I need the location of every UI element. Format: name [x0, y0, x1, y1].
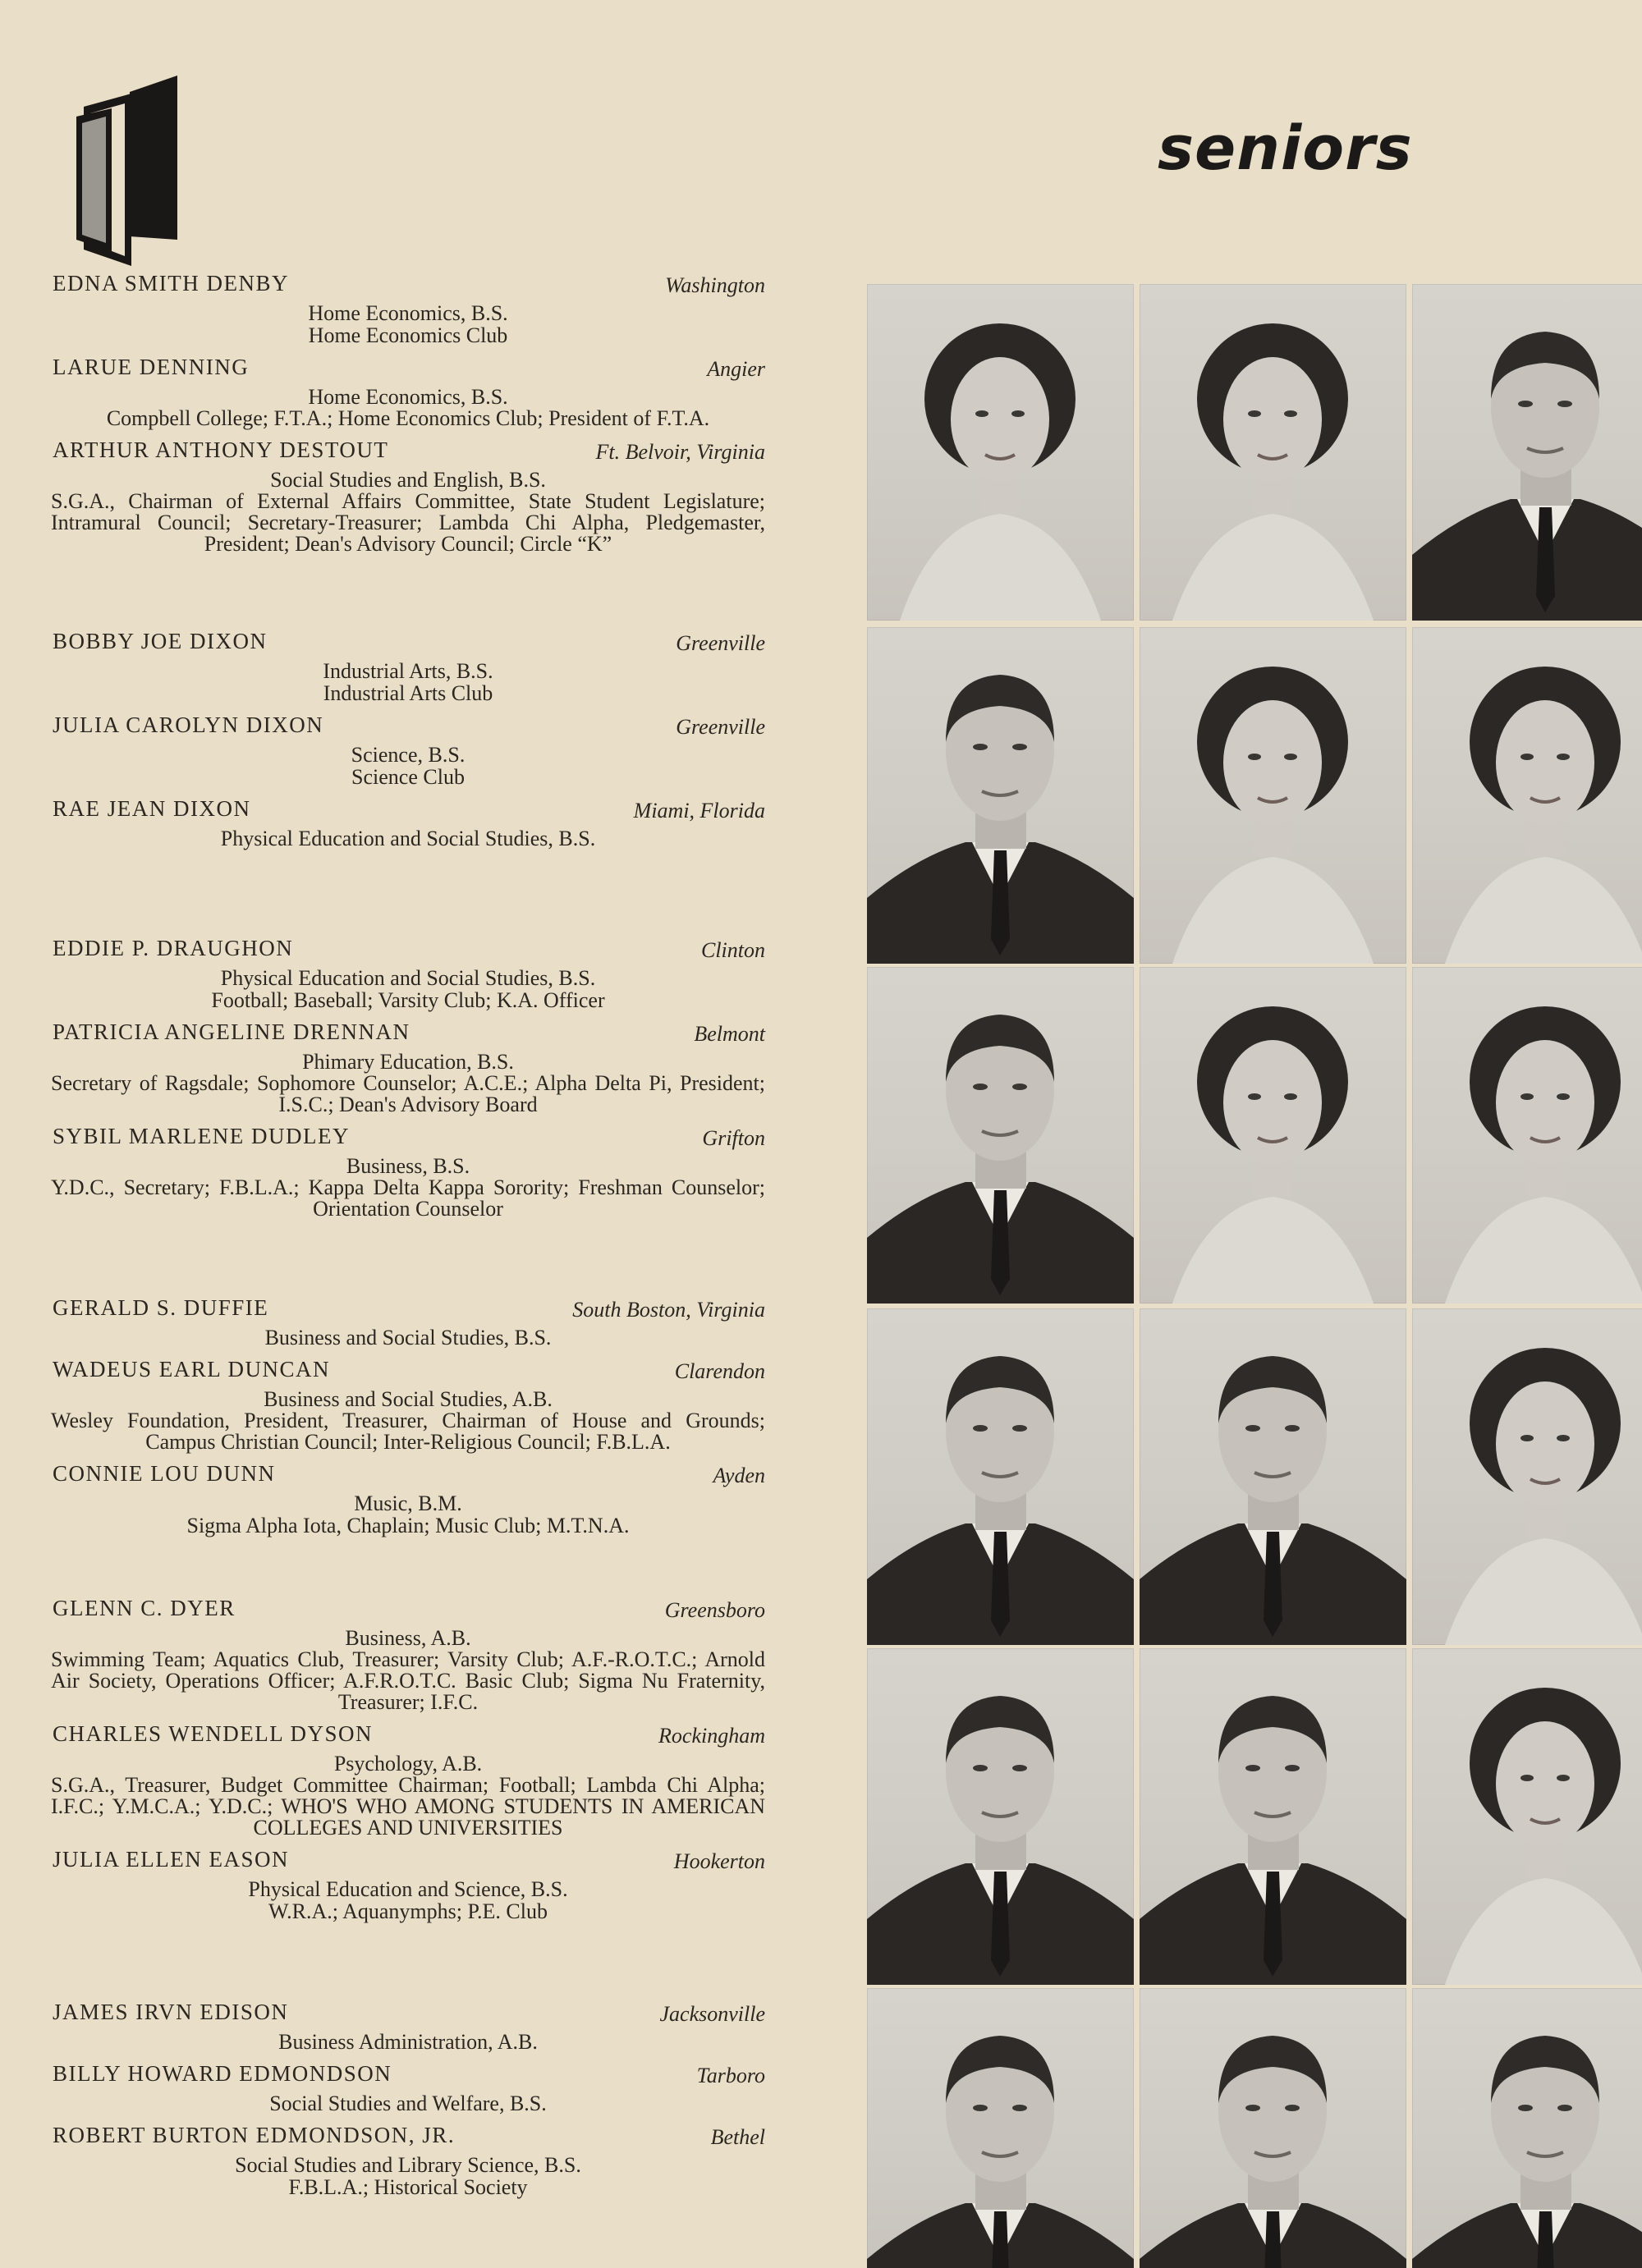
- senior-name: BOBBY JOE DIXON: [53, 629, 268, 653]
- senior-entry: [51, 1596, 765, 1713]
- senior-entry: [51, 438, 765, 555]
- senior-activities: Industrial Arts Club: [323, 681, 493, 705]
- senior-portrait: [1412, 1988, 1642, 2268]
- senior-activities: Home Economics Club: [308, 323, 508, 347]
- senior-entry: [51, 629, 765, 704]
- senior-entry: [51, 1461, 765, 1537]
- senior-name: CHARLES WENDELL DYSON: [53, 1721, 373, 1746]
- senior-degree: Business Administration, A.B.: [278, 2030, 538, 2054]
- senior-name: RAE JEAN DIXON: [53, 796, 251, 821]
- senior-entry: [51, 2061, 765, 2115]
- senior-portrait: [1412, 1648, 1642, 1985]
- senior-entry: [51, 1019, 765, 1116]
- senior-hometown: Grifton: [702, 1126, 765, 1150]
- senior-entry: [51, 1721, 765, 1839]
- senior-hometown: Washington: [665, 273, 765, 297]
- senior-portrait: [1140, 967, 1406, 1304]
- senior-portrait: [867, 627, 1134, 964]
- senior-activities: S.G.A., Treasurer, Budget Committee Chairman; Football; Lambda Chi Alpha; I.F.C.; Y.M.C.A.; Y.D.C.; WHO'S WHO AMONG STUDENTS IN AMERICAN COLLEGES AND UNIVERSITIES: [51, 1773, 765, 1840]
- senior-hometown: Tarboro: [696, 2064, 765, 2087]
- senior-name: EDDIE P. DRAUGHON: [53, 936, 294, 960]
- senior-entry: [51, 796, 765, 850]
- senior-name: SYBIL MARLENE DUDLEY: [53, 1124, 350, 1148]
- senior-portrait: [1412, 627, 1642, 964]
- senior-hometown: Angier: [707, 357, 765, 381]
- senior-hometown: Belmont: [694, 1022, 765, 1046]
- senior-hometown: Hookerton: [673, 1849, 765, 1873]
- senior-hometown: Bethel: [710, 2125, 765, 2149]
- senior-group: [51, 629, 765, 858]
- senior-name: BILLY HOWARD EDMONDSON: [53, 2061, 392, 2086]
- senior-degree: Business, B.S.: [346, 1154, 470, 1178]
- senior-hometown: Greensboro: [664, 1598, 765, 1622]
- senior-group: [51, 2000, 765, 2206]
- senior-activities: Wesley Foundation, President, Treasurer, Chairman of House and Grounds; Campus Christian Council; Inter-Religious Council; F.B.L.A.: [51, 1409, 765, 1454]
- senior-entry: [51, 1357, 765, 1453]
- senior-entry: [51, 2123, 765, 2198]
- senior-activities: W.R.A.; Aquanymphs; P.E. Club: [268, 1899, 548, 1923]
- senior-name: LARUE DENNING: [53, 355, 250, 379]
- senior-hometown: Clarendon: [674, 1359, 765, 1383]
- senior-entry: [51, 712, 765, 788]
- senior-group: [51, 1596, 765, 1931]
- senior-degree: Home Economics, B.S.: [308, 301, 508, 325]
- senior-hometown: Ft. Belvoir, Virginia: [595, 440, 765, 464]
- senior-name: JULIA CAROLYN DIXON: [53, 712, 324, 737]
- senior-name: GLENN C. DYER: [53, 1596, 236, 1620]
- senior-activities: Compbell College; F.T.A.; Home Economics Club; President of F.T.A.: [106, 406, 710, 430]
- senior-hometown: Miami, Florida: [633, 799, 765, 822]
- senior-degree: Business and Social Studies, A.B.: [264, 1387, 553, 1411]
- senior-degree: Psychology, A.B.: [333, 1752, 483, 1775]
- senior-portrait: [867, 967, 1134, 1304]
- senior-portrait: [1140, 1308, 1406, 1645]
- senior-activities: Swimming Team; Aquatics Club, Treasurer; Varsity Club; A.F.-R.O.T.C.; Arnold Air Society, Operations Officer; A.F.R.O.T.C. Basic Club; Sigma Nu Fraternity, Treasurer; I.F.C.: [51, 1647, 765, 1714]
- senior-entry: [51, 2000, 765, 2053]
- senior-name: JULIA ELLEN EASON: [53, 1847, 289, 1872]
- senior-group: [51, 936, 765, 1228]
- senior-name: JAMES IRVN EDISON: [53, 2000, 289, 2024]
- senior-activities: S.G.A., Chairman of External Affairs Committee, State Student Legislature; Intramural Council; Secretary-Treasurer; Lambda Chi Alpha, Pledgemaster, President; Dean's Advisory Council; Circle “K”: [51, 489, 765, 556]
- senior-entry: [51, 1295, 765, 1349]
- senior-degree: Business, A.B.: [345, 1626, 471, 1650]
- page-heading: seniors: [1158, 113, 1413, 184]
- senior-name: CONNIE LOU DUNN: [53, 1461, 276, 1486]
- senior-portrait: [1140, 284, 1406, 621]
- senior-name: EDNA SMITH DENBY: [53, 271, 290, 296]
- senior-name: WADEUS EARL DUNCAN: [53, 1357, 330, 1381]
- senior-hometown: Greenville: [676, 715, 765, 739]
- senior-portrait: [1412, 284, 1642, 621]
- senior-degree: Business and Social Studies, B.S.: [264, 1326, 552, 1349]
- senior-hometown: Jacksonville: [659, 2002, 765, 2026]
- senior-activities: Football; Baseball; Varsity Club; K.A. Officer: [211, 988, 605, 1012]
- senior-portrait: [867, 284, 1134, 621]
- senior-portrait: [867, 1648, 1134, 1985]
- senior-hometown: Ayden: [713, 1464, 765, 1487]
- senior-portrait: [1412, 967, 1642, 1304]
- senior-entry: [51, 355, 765, 429]
- senior-name: ROBERT BURTON EDMONDSON, JR.: [53, 2123, 456, 2147]
- senior-name: GERALD S. DUFFIE: [53, 1295, 269, 1320]
- senior-degree: Music, B.M.: [354, 1491, 462, 1515]
- senior-portrait: [867, 1988, 1134, 2268]
- senior-hometown: Clinton: [700, 938, 765, 962]
- senior-degree: Science, B.S.: [351, 743, 466, 767]
- senior-degree: Phimary Education, B.S.: [302, 1050, 514, 1074]
- senior-group: [51, 271, 765, 563]
- portrait-grid: [860, 284, 1642, 2268]
- senior-degree: Physical Education and Science, B.S.: [248, 1877, 568, 1901]
- senior-name: ARTHUR ANTHONY DESTOUT: [53, 438, 389, 462]
- senior-portrait: [1412, 1308, 1642, 1645]
- senior-activities: Y.D.C., Secretary; F.B.L.A.; Kappa Delta Kappa Sorority; Freshman Counselor; Orientation Counselor: [51, 1175, 765, 1221]
- senior-degree: Physical Education and Social Studies, B.S.: [220, 827, 596, 850]
- senior-degree: Industrial Arts, B.S.: [323, 659, 493, 683]
- book-logo-icon: [72, 76, 183, 266]
- senior-entry: [51, 271, 765, 346]
- senior-entry: [51, 1124, 765, 1220]
- senior-name: PATRICIA ANGELINE DRENNAN: [53, 1019, 410, 1044]
- senior-hometown: South Boston, Virginia: [572, 1298, 765, 1322]
- senior-degree: Social Studies and Welfare, B.S.: [269, 2092, 547, 2115]
- senior-degree: Home Economics, B.S.: [308, 385, 508, 409]
- senior-portrait: [1140, 1988, 1406, 2268]
- senior-hometown: Rockingham: [658, 1724, 765, 1748]
- senior-activities: F.B.L.A.; Historical Society: [288, 2175, 528, 2199]
- senior-portrait: [867, 1308, 1134, 1645]
- senior-activities: Secretary of Ragsdale; Sophomore Counselor; A.C.E.; Alpha Delta Pi, President; I.S.C.; Dean's Advisory Board: [51, 1071, 765, 1116]
- senior-degree: Physical Education and Social Studies, B.S.: [220, 966, 596, 990]
- senior-entry: [51, 1847, 765, 1922]
- senior-portrait: [1140, 1648, 1406, 1985]
- senior-degree: Social Studies and Library Science, B.S.: [235, 2153, 581, 2177]
- senior-degree: Social Studies and English, B.S.: [270, 468, 546, 492]
- senior-entry: [51, 936, 765, 1011]
- senior-hometown: Greenville: [676, 631, 765, 655]
- senior-portrait: [1140, 627, 1406, 964]
- senior-group: [51, 1295, 765, 1545]
- senior-activities: Science Club: [351, 765, 465, 789]
- senior-activities: Sigma Alpha Iota, Chaplain; Music Club; M.T.N.A.: [186, 1514, 630, 1537]
